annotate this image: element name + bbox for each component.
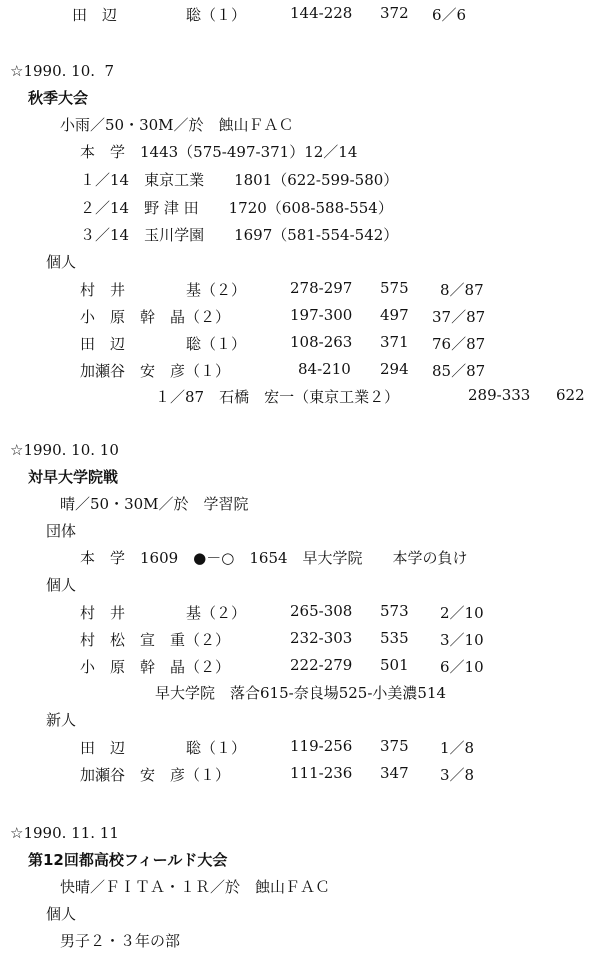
person-name: 加瀬谷 bbox=[80, 766, 126, 784]
total: 575 bbox=[380, 279, 409, 297]
total: 294 bbox=[380, 360, 409, 378]
team-row: ３／14 玉川学園 1697（581-554-542） bbox=[80, 226, 399, 244]
person-name: 加瀬谷 bbox=[80, 362, 126, 380]
total: 347 bbox=[380, 764, 409, 782]
person-given: 幹 晶（２） bbox=[140, 658, 231, 676]
person-given: 聡（１） bbox=[186, 335, 247, 353]
rank: 6／10 bbox=[440, 658, 484, 676]
rank: 6／6 bbox=[432, 6, 467, 24]
person-given: 聡（１） bbox=[186, 739, 247, 757]
person-given: 安 彦（１） bbox=[140, 766, 231, 784]
score: 111-236 bbox=[290, 764, 353, 782]
rank: 3／10 bbox=[440, 631, 484, 649]
person-name: 村 井 bbox=[80, 281, 126, 299]
event-conditions: 快晴／ＦＩＴＡ・１Ｒ／於 蝕山ＦＡＣ bbox=[60, 878, 331, 896]
score: 265-308 bbox=[290, 602, 353, 620]
person-name: 村 松 bbox=[80, 631, 126, 649]
score: 289-333 bbox=[468, 386, 531, 404]
score: 232-303 bbox=[290, 629, 353, 647]
person-given: 基（２） bbox=[186, 604, 247, 622]
section-label: 個人 bbox=[46, 253, 77, 271]
top-entry-label: １／87 石橋 宏一（東京工業２） bbox=[155, 388, 400, 406]
team-row: 本 学 1443（575-497-371）12／14 bbox=[80, 143, 358, 161]
team-line: 本 学 1609 ●－○ 1654 早大学院 本学の負け bbox=[80, 549, 468, 567]
rank: 85／87 bbox=[432, 362, 486, 380]
total: 372 bbox=[380, 4, 409, 22]
total: 622 bbox=[556, 386, 585, 404]
score: 222-279 bbox=[290, 656, 353, 674]
rank: 76／87 bbox=[432, 335, 486, 353]
event-date: ☆1990. 10. 10 bbox=[10, 441, 119, 459]
team-row: １／14 東京工業 1801（622-599-580） bbox=[80, 171, 399, 189]
person-name: 田 辺 bbox=[80, 739, 126, 757]
total: 371 bbox=[380, 333, 409, 351]
person-given: 幹 晶（２） bbox=[140, 308, 231, 326]
person-name: 村 井 bbox=[80, 604, 126, 622]
person-name: 小 原 bbox=[80, 658, 126, 676]
event-title: 秋季大会 bbox=[28, 89, 89, 107]
score: 119-256 bbox=[290, 737, 353, 755]
score: 108-263 bbox=[290, 333, 353, 351]
total: 375 bbox=[380, 737, 409, 755]
total: 497 bbox=[380, 306, 409, 324]
total: 573 bbox=[380, 602, 409, 620]
score: 144-228 bbox=[290, 4, 353, 22]
person-given: 基（２） bbox=[186, 281, 247, 299]
event-title: 第12回都高校フィールド大会 bbox=[28, 851, 228, 869]
person-given: 宣 重（２） bbox=[140, 631, 231, 649]
opponent-line: 早大学院 落合615-奈良場525-小美濃514 bbox=[155, 684, 447, 702]
rank: 3／8 bbox=[440, 766, 475, 784]
rank: 1／8 bbox=[440, 739, 475, 757]
section-label: 個人 bbox=[46, 905, 77, 923]
person-given: 安 彦（１） bbox=[140, 362, 231, 380]
subsection-label: 男子２・３年の部 bbox=[60, 932, 181, 950]
person-name: 小 原 bbox=[80, 308, 126, 326]
score: 278-297 bbox=[290, 279, 353, 297]
rank: 2／10 bbox=[440, 604, 484, 622]
event-conditions: 小雨／50・30M／於 蝕山ＦＡＣ bbox=[60, 116, 294, 134]
score: 197-300 bbox=[290, 306, 353, 324]
event-conditions: 晴／50・30M／於 学習院 bbox=[60, 495, 249, 513]
person-name: 田 辺 bbox=[80, 335, 126, 353]
section-label: 個人 bbox=[46, 576, 77, 594]
section-label: 新人 bbox=[46, 711, 77, 729]
team-row: ２／14 野 津 田 1720（608-588-554） bbox=[80, 199, 393, 217]
person-given: 聡（１） bbox=[186, 6, 247, 24]
score: 84-210 bbox=[298, 360, 351, 378]
person-name: 田 辺 bbox=[72, 6, 118, 24]
event-date: ☆1990. 10. 7 bbox=[10, 62, 115, 80]
rank: 37／87 bbox=[432, 308, 486, 326]
total: 501 bbox=[380, 656, 409, 674]
total: 535 bbox=[380, 629, 409, 647]
section-label: 団体 bbox=[46, 522, 77, 540]
rank: 8／87 bbox=[440, 281, 484, 299]
event-date: ☆1990. 11. 11 bbox=[10, 824, 119, 842]
event-title: 対早大学院戦 bbox=[28, 468, 119, 486]
